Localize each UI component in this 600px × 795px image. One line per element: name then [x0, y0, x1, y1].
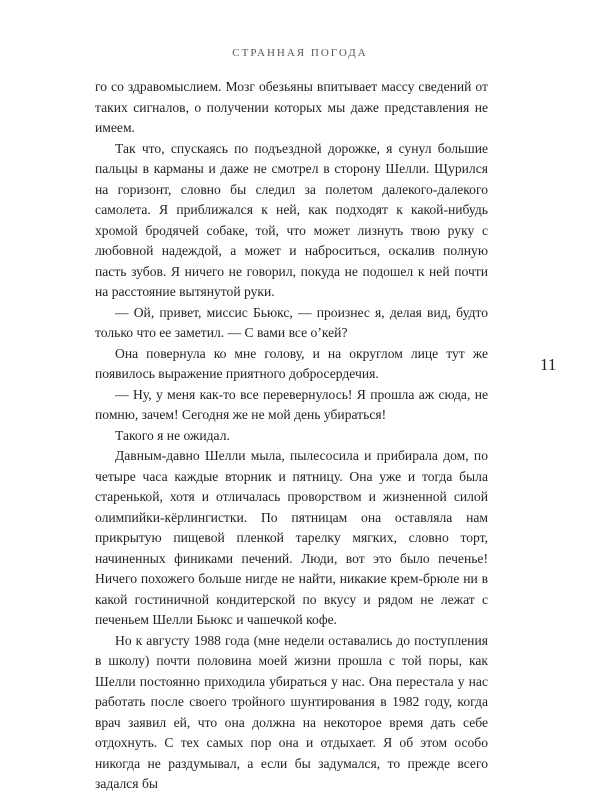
- paragraph: Она повернула ко мне голову, и на округлом лице тут же появилось выражение приятного добросердечия.: [95, 345, 488, 381]
- body-text: [95, 77, 488, 795]
- paragraph: — Ну, у меня как-то все перевернулось! Я прошла аж сюда, не помню, зачем! Сегодня же не мой день убираться!: [95, 386, 488, 422]
- paragraph: го со здравомыслием. Мозг обезьяны впитывает массу сведений от таких сигналов, о получении которых мы даже представления не имеем.: [95, 79, 488, 135]
- paragraph: — Ой, привет, миссис Бьюкс, — произнес я, делая вид, будто только что ее заметил. — С вами все о’кей?: [95, 304, 488, 340]
- page-number: 11: [540, 355, 557, 374]
- paragraph: Такого я не ожидал.: [115, 427, 230, 443]
- running-title: СТРАННАЯ ПОГОДА: [232, 47, 368, 59]
- paragraph: Давным-давно Шелли мыла, пылесосила и прибирала дом, по четыре часа каждые вторник и пятницу. Она уже и тогда была старенькой, хотя и отличалась проворством и жизненной силой олимпийки-кёрлингистки. По пятницам она оставляла нам прикрытую пищевой пленкой тарелку мягких, словно торт, начиненных финиками печений. Люди, вот это было печенье! Ничего похожего больше нигде не найти, никакие крем-брюле ни в какой гостиничной кондитерской по вкусу и рядом не лежат с печеньем Шелли Бьюкс и чашечкой кофе.: [95, 448, 488, 627]
- paragraph: Так что, спускаясь по подъездной дорожке, я сунул большие пальцы в карманы и даже не смотрел в сторону Шелли. Щурился на горизонт, словно бы следил за полетом далекого-далекого самолета. Я приближался к ней, как подходят к какой-нибудь хромой бродячей собаке, той, что может лизнуть твою руку с любовной надеждой, а может и наброситься, оскалив полную пасть зубов. Я ничего не говорил, покуда не подошел к ней почти на расстояние вытянутой руки.: [95, 140, 488, 299]
- paragraph: Но к августу 1988 года (мне недели оставались до поступления в школу) почти половина моей жизни прошла с той поры, как Шелли постоянно приходила убираться у нас. Она перестала у нас работать после своего тройного шунтирования в 1982 году, когда врач заявил ей, что она должна на некоторое время дать себе отдохнуть. С тех самых пор она и отдыхает. Я об этом особо никогда не раздумывал, а если бы задумался, то прежде всего задался бы: [95, 632, 488, 791]
